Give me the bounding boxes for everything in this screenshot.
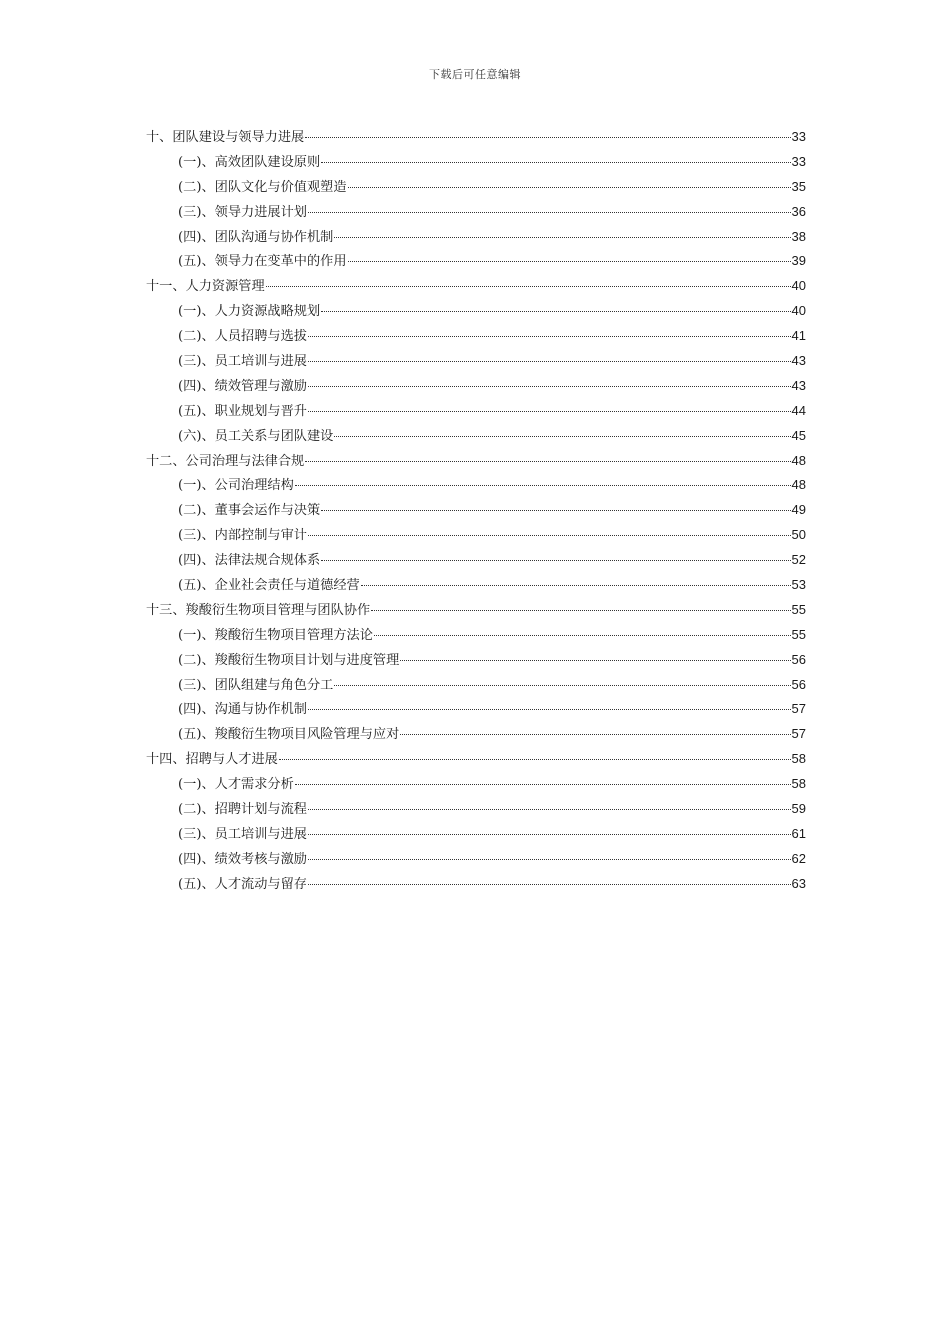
toc-entry-title: (三)、员工培训与进展 xyxy=(178,826,307,842)
toc-section-entry[interactable] xyxy=(146,176,806,201)
toc-entry-title: (四)、沟通与协作机制 xyxy=(178,702,307,718)
toc-page-number: 55 xyxy=(791,626,806,642)
toc-section-entry[interactable] xyxy=(146,375,806,400)
toc-dot-leader xyxy=(321,560,790,561)
toc-page-number: 36 xyxy=(791,203,806,219)
toc-chapter-entry[interactable] xyxy=(146,126,806,151)
table-of-contents xyxy=(146,126,806,898)
toc-dot-leader xyxy=(308,809,791,810)
toc-entry-title: (二)、团队文化与价值观塑造 xyxy=(178,179,347,195)
toc-page-number: 39 xyxy=(791,253,806,269)
toc-dot-leader xyxy=(321,311,790,312)
toc-section-entry[interactable] xyxy=(146,574,806,599)
toc-dot-leader xyxy=(308,709,791,710)
toc-entry-title: (五)、人才流动与留存 xyxy=(178,876,307,892)
toc-section-entry[interactable] xyxy=(146,250,806,275)
toc-entry-title: (六)、员工关系与团队建设 xyxy=(178,428,334,444)
toc-page-number: 35 xyxy=(791,178,806,194)
toc-page-number: 43 xyxy=(791,377,806,393)
toc-dot-leader xyxy=(334,436,790,437)
toc-entry-title: 十四、招聘与人才进展 xyxy=(146,752,278,768)
toc-page-number: 49 xyxy=(791,502,806,518)
toc-page-number: 61 xyxy=(791,825,806,841)
toc-entry-title: (三)、团队组建与角色分工 xyxy=(178,677,334,693)
toc-page-number: 40 xyxy=(791,278,806,294)
toc-page-number: 52 xyxy=(791,552,806,568)
toc-entry-title: (一)、人力资源战略规划 xyxy=(178,304,321,320)
toc-section-entry[interactable] xyxy=(146,524,806,549)
toc-dot-leader xyxy=(279,759,791,760)
toc-entry-title: (四)、法律法规合规体系 xyxy=(178,553,321,569)
toc-entry-title: (一)、公司治理结构 xyxy=(178,478,294,494)
toc-entry-title: (二)、羧酸衍生物项目计划与进度管理 xyxy=(178,652,400,668)
toc-dot-leader xyxy=(334,685,790,686)
toc-page-number: 41 xyxy=(791,328,806,344)
toc-entry-title: 十三、羧酸衍生物项目管理与团队协作 xyxy=(146,602,371,618)
toc-section-entry[interactable] xyxy=(146,300,806,325)
toc-entry-title: 十、团队建设与领导力进展 xyxy=(146,130,305,145)
toc-section-entry[interactable] xyxy=(146,400,806,425)
toc-page-number: 40 xyxy=(791,303,806,319)
toc-section-entry[interactable] xyxy=(146,873,806,898)
toc-section-entry[interactable] xyxy=(146,474,806,499)
toc-page-number: 57 xyxy=(791,726,806,742)
toc-dot-leader xyxy=(266,286,791,287)
toc-page-number: 58 xyxy=(791,776,806,792)
toc-page-number: 56 xyxy=(791,676,806,692)
toc-section-entry[interactable] xyxy=(146,226,806,251)
toc-dot-leader xyxy=(305,461,790,462)
toc-dot-leader xyxy=(308,535,791,536)
toc-dot-leader xyxy=(321,162,790,163)
toc-section-entry[interactable] xyxy=(146,649,806,674)
toc-dot-leader xyxy=(308,361,791,362)
toc-section-entry[interactable] xyxy=(146,798,806,823)
toc-entry-title: 十二、公司治理与法律合规 xyxy=(146,453,305,469)
toc-dot-leader xyxy=(308,336,791,337)
toc-section-entry[interactable] xyxy=(146,674,806,699)
toc-entry-title: (四)、绩效考核与激励 xyxy=(178,851,307,867)
toc-dot-leader xyxy=(348,187,791,188)
toc-chapter-entry[interactable] xyxy=(146,275,806,300)
toc-dot-leader xyxy=(308,411,791,412)
toc-dot-leader xyxy=(308,884,791,885)
toc-page-number: 44 xyxy=(791,402,806,418)
toc-section-entry[interactable] xyxy=(146,350,806,375)
toc-dot-leader xyxy=(321,510,790,511)
toc-entry-title: (二)、董事会运作与决策 xyxy=(178,503,321,519)
toc-entry-title: (五)、领导力在变革中的作用 xyxy=(178,254,347,270)
toc-dot-leader xyxy=(305,137,790,138)
toc-page-number: 58 xyxy=(791,751,806,767)
toc-dot-leader xyxy=(361,585,791,586)
toc-section-entry[interactable] xyxy=(146,201,806,226)
toc-entry-title: (三)、领导力进展计划 xyxy=(178,204,307,220)
toc-section-entry[interactable] xyxy=(146,723,806,748)
toc-dot-leader xyxy=(348,261,791,262)
toc-chapter-entry[interactable] xyxy=(146,450,806,475)
toc-dot-leader xyxy=(295,784,791,785)
toc-entry-title: (四)、团队沟通与协作机制 xyxy=(178,229,334,245)
toc-page-number: 38 xyxy=(791,228,806,244)
toc-dot-leader xyxy=(308,834,791,835)
toc-page-number: 45 xyxy=(791,427,806,443)
toc-entry-title: (四)、绩效管理与激励 xyxy=(178,378,307,394)
toc-section-entry[interactable] xyxy=(146,698,806,723)
toc-chapter-entry[interactable] xyxy=(146,599,806,624)
toc-page-number: 33 xyxy=(791,129,806,144)
toc-entry-title: (一)、羧酸衍生物项目管理方法论 xyxy=(178,627,373,643)
toc-page-number: 56 xyxy=(791,651,806,667)
toc-chapter-entry[interactable] xyxy=(146,748,806,773)
toc-dot-leader xyxy=(374,635,791,636)
toc-section-entry[interactable] xyxy=(146,773,806,798)
toc-entry-title: (三)、员工培训与进展 xyxy=(178,354,307,370)
toc-dot-leader xyxy=(308,859,791,860)
toc-entry-title: (二)、招聘计划与流程 xyxy=(178,802,307,818)
toc-entry-title: (二)、人员招聘与选拔 xyxy=(178,329,307,345)
toc-page-number: 53 xyxy=(791,577,806,593)
toc-section-entry[interactable] xyxy=(146,848,806,873)
toc-section-entry[interactable] xyxy=(146,425,806,450)
toc-section-entry[interactable] xyxy=(146,549,806,574)
toc-section-entry[interactable] xyxy=(146,151,806,176)
toc-dot-leader xyxy=(334,237,790,238)
toc-section-entry[interactable] xyxy=(146,624,806,649)
toc-page-number: 55 xyxy=(791,601,806,617)
toc-page-number: 48 xyxy=(791,477,806,493)
toc-page-number: 50 xyxy=(791,527,806,543)
toc-entry-title: (五)、职业规划与晋升 xyxy=(178,403,307,419)
toc-page-number: 57 xyxy=(791,701,806,717)
toc-section-entry[interactable] xyxy=(146,823,806,848)
toc-page-number: 43 xyxy=(791,353,806,369)
toc-entry-title: (一)、人才需求分析 xyxy=(178,777,294,793)
toc-dot-leader xyxy=(295,485,791,486)
toc-page-number: 48 xyxy=(791,452,806,468)
toc-dot-leader xyxy=(308,386,791,387)
toc-dot-leader xyxy=(400,734,790,735)
toc-entry-title: (五)、羧酸衍生物项目风险管理与应对 xyxy=(178,727,400,743)
toc-entry-title: (三)、内部控制与审计 xyxy=(178,528,307,544)
toc-page-number: 33 xyxy=(791,153,806,169)
page-header: 下载后可任意编辑 xyxy=(429,68,521,81)
toc-dot-leader xyxy=(400,660,790,661)
toc-dot-leader xyxy=(308,212,791,213)
toc-entry-title: (一)、高效团队建设原则 xyxy=(178,154,321,170)
toc-page-number: 62 xyxy=(791,850,806,866)
toc-entry-title: (五)、企业社会责任与道德经营 xyxy=(178,578,360,594)
toc-page-number: 63 xyxy=(791,875,806,891)
toc-page-number: 59 xyxy=(791,801,806,817)
toc-section-entry[interactable] xyxy=(146,325,806,350)
toc-dot-leader xyxy=(371,610,790,611)
toc-entry-title: 十一、人力资源管理 xyxy=(146,279,265,295)
toc-section-entry[interactable] xyxy=(146,499,806,524)
